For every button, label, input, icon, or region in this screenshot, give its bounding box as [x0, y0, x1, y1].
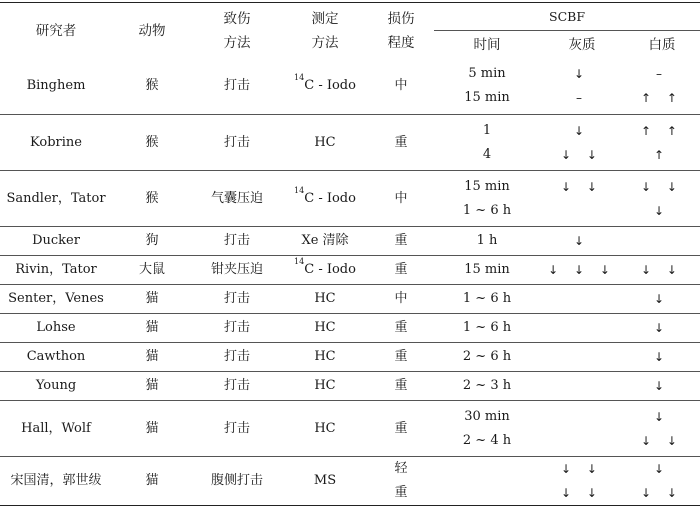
cell-researcher: Rivin，Tator — [0, 256, 112, 285]
table-row — [0, 401, 700, 457]
measure-text: HC — [314, 378, 336, 393]
table-row — [0, 115, 700, 171]
cell-researcher: Lohse — [0, 314, 112, 343]
cell-line: 中 — [394, 190, 408, 206]
header-measure-method: 测定 方法 — [282, 3, 368, 59]
header-researcher: 研究者 — [0, 3, 112, 59]
cell-animal: 大鼠 — [112, 256, 192, 285]
cell-measure — [282, 457, 368, 506]
cell-white — [624, 256, 700, 285]
table-row — [0, 227, 700, 256]
cell-gray — [540, 115, 624, 171]
cell-researcher: Senter，Venes — [0, 285, 112, 314]
cell-line: ↓ — [653, 462, 671, 476]
cell-gray — [540, 59, 624, 115]
cell-line: ↓ — [653, 350, 671, 364]
cell-measure — [282, 343, 368, 372]
cell-line: ↑ ↑ — [641, 91, 683, 106]
cell-line: ↓ ↓ — [641, 179, 683, 194]
cell-time — [434, 115, 540, 171]
cell-line: ↓ — [573, 234, 591, 248]
cell-white — [624, 227, 700, 256]
cell-severity — [368, 227, 434, 256]
cell-measure — [282, 59, 368, 115]
cell-injury: 打击 — [192, 227, 282, 256]
cell-time — [434, 343, 540, 372]
cell-line: ↓ ↓ — [561, 486, 603, 500]
cell-line: 1 h — [476, 233, 498, 248]
cell-researcher: Ducker — [0, 227, 112, 256]
cell-time — [434, 171, 540, 227]
cell-line: 重 — [394, 134, 408, 150]
cell-researcher: 宋国清，郭世绂 — [0, 457, 112, 506]
measure-text: HC — [314, 320, 336, 335]
cell-white — [624, 171, 700, 227]
cell-line: ↓ — [573, 67, 591, 82]
cell-injury: 气囊压迫 — [192, 171, 282, 227]
table-row — [0, 457, 700, 506]
cell-line: ↓ ↓ — [641, 263, 683, 277]
measure-text: MS — [313, 473, 337, 488]
header-time: 时间 — [434, 31, 540, 59]
table-row — [0, 372, 700, 401]
cell-line: 重 — [394, 378, 408, 393]
cell-animal: 猫 — [112, 457, 192, 506]
cell-white — [624, 401, 700, 457]
cell-time — [434, 285, 540, 314]
cell-line: 1 ~ 6 h — [462, 320, 512, 335]
cell-severity — [368, 285, 434, 314]
cell-line: 2 ~ 3 h — [462, 378, 512, 393]
measure-text: HC — [314, 291, 336, 306]
cell-line: 中 — [394, 78, 408, 94]
cell-line — [624, 229, 700, 253]
cell-severity — [368, 115, 434, 171]
cell-researcher: Cawthon — [0, 343, 112, 372]
cell-gray — [540, 171, 624, 227]
cell-injury: 打击 — [192, 314, 282, 343]
cell-injury: 腹侧打击 — [192, 457, 282, 506]
header-gray: 灰质 — [540, 31, 624, 59]
cell-line: 30 min — [464, 408, 510, 424]
cell-line: 重 — [394, 262, 408, 277]
table-row — [0, 343, 700, 372]
cell-animal: 猴 — [112, 171, 192, 227]
cell-line: 1 ~ 6 h — [462, 202, 512, 218]
header-injury-method: 致伤 方法 — [192, 3, 282, 59]
isotope-superscript: 14 — [294, 73, 305, 83]
cell-line: 2 ~ 6 h — [462, 349, 512, 364]
cell-line — [434, 481, 540, 505]
cell-line: 2 ~ 4 h — [462, 432, 512, 448]
table-row — [0, 285, 700, 314]
cell-white — [624, 59, 700, 115]
cell-line: ↑ — [653, 147, 671, 162]
cell-line: ↓ ↓ — [641, 486, 683, 500]
cell-white — [624, 343, 700, 372]
cell-line: 重 — [394, 320, 408, 335]
cell-animal: 猫 — [112, 401, 192, 457]
cell-line: ↓ ↓ — [561, 462, 603, 476]
cell-line: 1 — [482, 122, 492, 138]
cell-white — [624, 372, 700, 401]
cell-researcher: Young — [0, 372, 112, 401]
cell-researcher: Kobrine — [0, 115, 112, 171]
cell-measure — [282, 115, 368, 171]
cell-gray — [540, 457, 624, 506]
cell-line: 15 min — [464, 178, 510, 194]
cell-line: 1 ~ 6 h — [462, 291, 512, 306]
cell-animal: 猴 — [112, 59, 192, 115]
measure-text: Xe 清除 — [301, 233, 349, 248]
cell-researcher: Binghem — [0, 59, 112, 115]
cell-injury: 打击 — [192, 59, 282, 115]
cell-line — [540, 287, 624, 311]
table-row — [0, 256, 700, 285]
cell-line — [434, 457, 540, 481]
measure-text: C - Iodo — [304, 190, 356, 206]
header-white: 白质 — [624, 31, 700, 59]
cell-time — [434, 457, 540, 506]
cell-measure — [282, 285, 368, 314]
cell-gray — [540, 256, 624, 285]
cell-gray — [540, 343, 624, 372]
cell-white — [624, 457, 700, 506]
cell-line: 5 min — [468, 66, 506, 82]
table-row — [0, 59, 700, 115]
cell-line: ↓ ↓ — [561, 147, 603, 162]
cell-line: 15 min — [464, 90, 510, 106]
cell-line — [540, 374, 624, 398]
table-row — [0, 314, 700, 343]
cell-time — [434, 372, 540, 401]
cell-researcher: Hall，Wolf — [0, 401, 112, 457]
cell-injury: 打击 — [192, 285, 282, 314]
cell-line: ↓ — [653, 292, 671, 306]
cell-line: 轻 — [394, 461, 408, 476]
cell-severity — [368, 256, 434, 285]
cell-measure — [282, 256, 368, 285]
cell-line — [540, 316, 624, 340]
cell-animal: 猫 — [112, 372, 192, 401]
measure-text: HC — [314, 134, 336, 150]
cell-injury: 打击 — [192, 343, 282, 372]
cell-injury: 钳夹压迫 — [192, 256, 282, 285]
cell-measure — [282, 401, 368, 457]
measure-text: HC — [314, 420, 336, 436]
cell-line: 重 — [394, 233, 408, 248]
cell-animal: 猫 — [112, 314, 192, 343]
cell-animal: 狗 — [112, 227, 192, 256]
cell-line: ↑ ↑ — [641, 123, 683, 138]
cell-line: 重 — [394, 420, 408, 436]
isotope-superscript: 14 — [294, 185, 305, 195]
cell-line: ↓ — [653, 379, 671, 393]
cell-line: 重 — [394, 485, 408, 500]
cell-white — [624, 285, 700, 314]
cell-gray — [540, 227, 624, 256]
cell-line — [540, 405, 624, 429]
scbf-table — [0, 2, 700, 506]
cell-line: ↓ — [653, 203, 671, 218]
cell-time — [434, 59, 540, 115]
cell-line — [540, 345, 624, 369]
cell-animal: 猴 — [112, 115, 192, 171]
cell-severity — [368, 401, 434, 457]
cell-line: 中 — [394, 291, 408, 306]
cell-measure — [282, 314, 368, 343]
cell-line: – — [656, 67, 668, 82]
cell-line: ↓ ↓ — [641, 433, 683, 448]
header-severity: 损伤 程度 — [368, 3, 434, 59]
cell-line: 重 — [394, 349, 408, 364]
cell-line: ↓ — [653, 409, 671, 424]
table-body — [0, 59, 700, 506]
cell-time — [434, 227, 540, 256]
cell-severity — [368, 59, 434, 115]
cell-severity — [368, 343, 434, 372]
header-animal: 动物 — [112, 3, 192, 59]
cell-time — [434, 314, 540, 343]
measure-text: HC — [314, 349, 336, 364]
cell-gray — [540, 372, 624, 401]
cell-line: ↓ — [653, 321, 671, 335]
cell-injury: 打击 — [192, 401, 282, 457]
isotope-superscript: 14 — [294, 257, 305, 266]
cell-severity — [368, 372, 434, 401]
cell-line: ↓ ↓ — [561, 179, 603, 194]
cell-animal: 猫 — [112, 343, 192, 372]
measure-text: C - Iodo — [304, 78, 356, 94]
cell-measure — [282, 171, 368, 227]
cell-researcher: Sandler，Tator — [0, 171, 112, 227]
cell-severity — [368, 457, 434, 506]
cell-white — [624, 115, 700, 171]
cell-line: 15 min — [464, 262, 510, 277]
cell-measure — [282, 372, 368, 401]
cell-line: ↓ ↓ ↓ — [548, 263, 616, 277]
table-row — [0, 171, 700, 227]
cell-line: – — [576, 91, 588, 106]
header-scbf: SCBF — [434, 3, 700, 31]
cell-severity — [368, 314, 434, 343]
cell-line — [540, 429, 624, 453]
cell-gray — [540, 285, 624, 314]
cell-line: 4 — [482, 146, 492, 162]
measure-text: C - Iodo — [304, 262, 356, 277]
cell-animal: 猫 — [112, 285, 192, 314]
cell-line: ↓ — [573, 123, 591, 138]
cell-measure — [282, 227, 368, 256]
cell-white — [624, 314, 700, 343]
cell-time — [434, 401, 540, 457]
cell-gray — [540, 314, 624, 343]
cell-injury: 打击 — [192, 372, 282, 401]
cell-severity — [368, 171, 434, 227]
cell-injury: 打击 — [192, 115, 282, 171]
cell-gray — [540, 401, 624, 457]
cell-time — [434, 256, 540, 285]
cell-line — [540, 199, 624, 223]
